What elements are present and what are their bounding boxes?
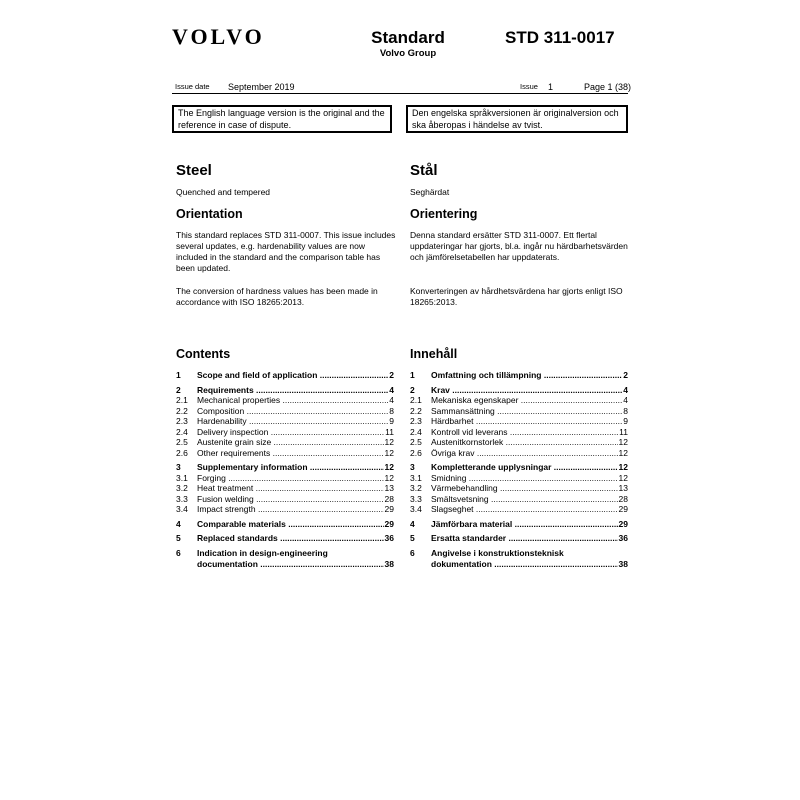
toc-entry-title: Härdbarhet ..... bbox=[431, 416, 628, 427]
toc-entry-number: 1 bbox=[176, 370, 181, 380]
subtitle-english: Quenched and tempered bbox=[176, 187, 271, 197]
toc-entry-page: 9 bbox=[623, 416, 628, 426]
document-number: STD 311-0017 bbox=[505, 28, 615, 47]
issue-date-label: Issue date bbox=[175, 82, 210, 91]
toc-entry-title: Kontroll vid leverans ..... bbox=[431, 427, 628, 438]
toc-entry[interactable] bbox=[176, 462, 394, 473]
title-swedish: Stål bbox=[410, 162, 438, 179]
toc-entry-number: 2 bbox=[176, 384, 181, 395]
toc-entry-page: 29 bbox=[618, 504, 628, 514]
toc-entry-page: 13 bbox=[384, 483, 394, 493]
toc-entry-number: 3.4 bbox=[410, 504, 422, 514]
toc-entry[interactable] bbox=[410, 395, 628, 406]
toc-entry-title: Slagseghet ..... bbox=[431, 504, 628, 515]
toc-entry-number: 2.3 bbox=[410, 416, 422, 426]
toc-entry[interactable] bbox=[410, 548, 628, 570]
toc-entry-title: Austenitkornstorlek ..... bbox=[431, 437, 628, 448]
toc-entry-title: Impact strength ..... bbox=[197, 504, 394, 515]
toc-entry[interactable] bbox=[410, 427, 628, 438]
toc-entry-title: Heat treatment ..... bbox=[197, 483, 394, 494]
toc-entry-title: Other requirements ..... bbox=[197, 448, 394, 459]
toc-entry-page: 13 bbox=[618, 483, 628, 493]
toc-entry-title-line2: documentation ..... bbox=[197, 559, 394, 570]
toc-entry-number: 5 bbox=[410, 533, 415, 543]
issue-value: 1 bbox=[548, 82, 554, 92]
issue-label: Issue bbox=[520, 82, 538, 91]
toc-entry-page: 12 bbox=[384, 462, 394, 472]
toc-entry-page: 8 bbox=[623, 405, 628, 416]
toc-entry-title: Kompletterande upplysningar ..... bbox=[431, 462, 628, 473]
toc-entry-page: 8 bbox=[389, 405, 394, 416]
toc-entry-number: 3.3 bbox=[410, 493, 422, 504]
toc-entry-page: 12 bbox=[384, 437, 394, 447]
toc-entry-title: Forging ..... bbox=[197, 473, 394, 484]
toc-entry-title: Requirements ..... bbox=[197, 385, 394, 396]
toc-entry-page: 2 bbox=[389, 370, 394, 380]
toc-entry[interactable] bbox=[410, 448, 628, 459]
toc-entry[interactable] bbox=[410, 519, 628, 530]
toc-entry-page: 12 bbox=[384, 447, 394, 458]
toc-entry[interactable] bbox=[176, 504, 394, 515]
toc-entry[interactable] bbox=[176, 448, 394, 459]
toc-entry[interactable] bbox=[176, 483, 394, 494]
toc-entry-title: Smidning ..... bbox=[431, 473, 628, 484]
toc-entry-number: 3.3 bbox=[176, 493, 188, 504]
toc-entry[interactable] bbox=[410, 533, 628, 544]
toc-entry-title: Hardenability ..... bbox=[197, 416, 394, 427]
toc-entry-number: 4 bbox=[176, 518, 181, 529]
toc-entry-page: 2 bbox=[623, 370, 628, 380]
toc-entry-number: 3.2 bbox=[176, 483, 188, 493]
toc-entry-title: Ersatta standarder ..... bbox=[431, 533, 628, 544]
document-type: Standard bbox=[371, 28, 445, 47]
toc-entry[interactable] bbox=[410, 370, 628, 381]
toc-entry-title: Jämförbara material ..... bbox=[431, 519, 628, 530]
toc-entry-title: Fusion welding ..... bbox=[197, 494, 394, 505]
toc-entry-title: Scope and field of application ..... bbox=[197, 370, 394, 381]
toc-entry-title-line2: dokumentation ..... bbox=[431, 559, 628, 570]
toc-entry-page: 12 bbox=[618, 447, 628, 458]
header-rule bbox=[172, 93, 628, 94]
toc-entry-number: 2.3 bbox=[176, 416, 188, 426]
toc-entry[interactable] bbox=[410, 462, 628, 473]
toc-entry-page: 28 bbox=[384, 493, 394, 504]
orientation-paragraph-1-english: This standard replaces STD 311-0007. This issue includes several updates, e.g. hardenability values are now included in the standard and the comparison table has been updated. bbox=[176, 230, 396, 273]
toc-entry-page: 11 bbox=[619, 426, 628, 437]
toc-entry[interactable] bbox=[176, 519, 394, 530]
toc-entry-title: Replaced standards ..... bbox=[197, 533, 394, 544]
toc-entry-page: 4 bbox=[623, 395, 628, 405]
toc-entry[interactable] bbox=[410, 494, 628, 505]
toc-entry-number: 2.2 bbox=[410, 405, 422, 416]
toc-entry-number: 2.4 bbox=[410, 426, 422, 437]
toc-entry-page: 29 bbox=[618, 518, 628, 529]
toc-entry[interactable] bbox=[176, 494, 394, 505]
toc-entry-title: Comparable materials ..... bbox=[197, 519, 394, 530]
toc-entry-number: 2.5 bbox=[410, 437, 422, 447]
toc-entry[interactable] bbox=[410, 483, 628, 494]
toc-entry-title: Värmebehandling ..... bbox=[431, 483, 628, 494]
toc-entry[interactable] bbox=[176, 370, 394, 381]
toc-entry-page: 12 bbox=[618, 437, 628, 447]
table-of-contents-english bbox=[176, 370, 394, 590]
toc-entry-number: 4 bbox=[410, 518, 415, 529]
page-indicator: Page 1 (38) bbox=[584, 82, 632, 92]
toc-entry-page: 4 bbox=[389, 395, 394, 405]
toc-entry-number: 6 bbox=[176, 547, 181, 558]
toc-entry-number: 3.2 bbox=[410, 483, 422, 493]
toc-entry[interactable] bbox=[410, 385, 628, 396]
toc-entry-number: 2.6 bbox=[410, 447, 422, 458]
toc-entry-number: 2 bbox=[410, 384, 415, 395]
toc-entry[interactable] bbox=[176, 533, 394, 544]
volvo-logo: VOLVO bbox=[172, 24, 265, 49]
toc-entry-number: 2.5 bbox=[176, 437, 188, 447]
toc-entry[interactable] bbox=[176, 548, 394, 570]
notice-english: The English language version is the original and the reference in case of dispute. bbox=[172, 105, 392, 133]
toc-entry-page: 36 bbox=[618, 533, 628, 543]
toc-entry-title: Omfattning och tillämpning ..... bbox=[431, 370, 628, 381]
toc-entry[interactable] bbox=[410, 416, 628, 427]
toc-entry-page: 12 bbox=[384, 472, 394, 483]
orientation-paragraph-2-swedish: Konverteringen av hårdhetsvärdena har gjorts enligt ISO 18265:2013. bbox=[410, 286, 623, 307]
toc-entry-number: 2.6 bbox=[176, 447, 188, 458]
toc-entry[interactable] bbox=[176, 406, 394, 417]
toc-entry-number: 3 bbox=[176, 462, 181, 472]
toc-entry-title: Indication in design-engineering bbox=[197, 547, 328, 558]
toc-entry-page: 4 bbox=[623, 384, 628, 395]
toc-entry-number: 3 bbox=[410, 462, 415, 472]
toc-entry-page: 12 bbox=[618, 462, 628, 472]
orientation-heading-swedish: Orientering bbox=[410, 207, 478, 221]
toc-entry-page: 12 bbox=[618, 472, 628, 483]
toc-entry-title: Mechanical properties ..... bbox=[197, 395, 394, 406]
toc-entry-page: 11 bbox=[385, 426, 394, 437]
table-of-contents-swedish bbox=[410, 370, 628, 590]
subtitle-swedish: Seghärdat bbox=[410, 187, 450, 197]
toc-entry-title: Supplementary information ..... bbox=[197, 462, 394, 473]
toc-entry-number: 2.1 bbox=[410, 395, 422, 405]
toc-entry-page: 9 bbox=[389, 416, 394, 426]
toc-entry-title: Composition ..... bbox=[197, 406, 394, 417]
toc-entry-page: 36 bbox=[384, 533, 394, 543]
toc-entry-page: 29 bbox=[384, 504, 394, 514]
title-english: Steel bbox=[176, 162, 212, 179]
orientation-paragraph-1-swedish: Denna standard ersätter STD 311-0007. Ett flertal uppdateringar har gjorts, bl.a. ingår nu härdbarhetsvärden och jämförelsetabellen har uppdaterats. bbox=[410, 230, 628, 262]
toc-entry-title: Krav ..... bbox=[431, 385, 628, 396]
issue-date-value: September 2019 bbox=[228, 82, 295, 92]
toc-entry-page: 28 bbox=[618, 493, 628, 504]
toc-entry-page: 29 bbox=[384, 518, 394, 529]
orientation-paragraph-2-english: The conversion of hardness values has been made in accordance with ISO 18265:2013. bbox=[176, 286, 378, 307]
toc-entry-page: 4 bbox=[389, 384, 394, 395]
toc-entry-number: 5 bbox=[176, 533, 181, 543]
toc-entry-number: 2.2 bbox=[176, 405, 188, 416]
toc-entry[interactable] bbox=[410, 504, 628, 515]
toc-entry-number: 2.1 bbox=[176, 395, 188, 405]
toc-entry-page: 38 bbox=[618, 558, 628, 569]
toc-entry-page: 38 bbox=[384, 558, 394, 569]
toc-entry[interactable] bbox=[176, 437, 394, 448]
toc-entry-number: 2.4 bbox=[176, 426, 188, 437]
contents-heading-english: Contents bbox=[176, 347, 231, 361]
toc-entry[interactable] bbox=[176, 427, 394, 438]
toc-entry[interactable] bbox=[176, 395, 394, 406]
toc-entry-title: Angivelse i konstruktionsteknisk bbox=[431, 547, 564, 558]
toc-entry-title: Delivery inspection ..... bbox=[197, 427, 394, 438]
contents-heading-swedish: Innehåll bbox=[410, 347, 458, 361]
toc-entry[interactable] bbox=[410, 473, 628, 484]
toc-entry-number: 3.1 bbox=[410, 472, 422, 483]
toc-entry[interactable] bbox=[410, 406, 628, 417]
orientation-heading-english: Orientation bbox=[176, 207, 243, 221]
toc-entry-title: Mekaniska egenskaper ..... bbox=[431, 395, 628, 406]
toc-entry-title: Sammansättning ..... bbox=[431, 406, 628, 417]
toc-entry[interactable] bbox=[410, 437, 628, 448]
toc-entry-number: 3.4 bbox=[176, 504, 188, 514]
toc-entry-number: 6 bbox=[410, 547, 415, 558]
toc-entry-title: Austenite grain size ..... bbox=[197, 437, 394, 448]
toc-entry[interactable] bbox=[176, 473, 394, 484]
toc-entry-title: Övriga krav ..... bbox=[431, 448, 628, 459]
toc-entry[interactable] bbox=[176, 385, 394, 396]
toc-entry-number: 3.1 bbox=[176, 472, 188, 483]
toc-entry-number: 1 bbox=[410, 370, 415, 380]
notice-swedish: Den engelska språkversionen är originalversion och ska åberopas i händelse av tvist. bbox=[406, 105, 628, 133]
toc-entry[interactable] bbox=[176, 416, 394, 427]
organization: Volvo Group bbox=[379, 48, 437, 59]
toc-entry-title: Smältsvetsning ..... bbox=[431, 494, 628, 505]
